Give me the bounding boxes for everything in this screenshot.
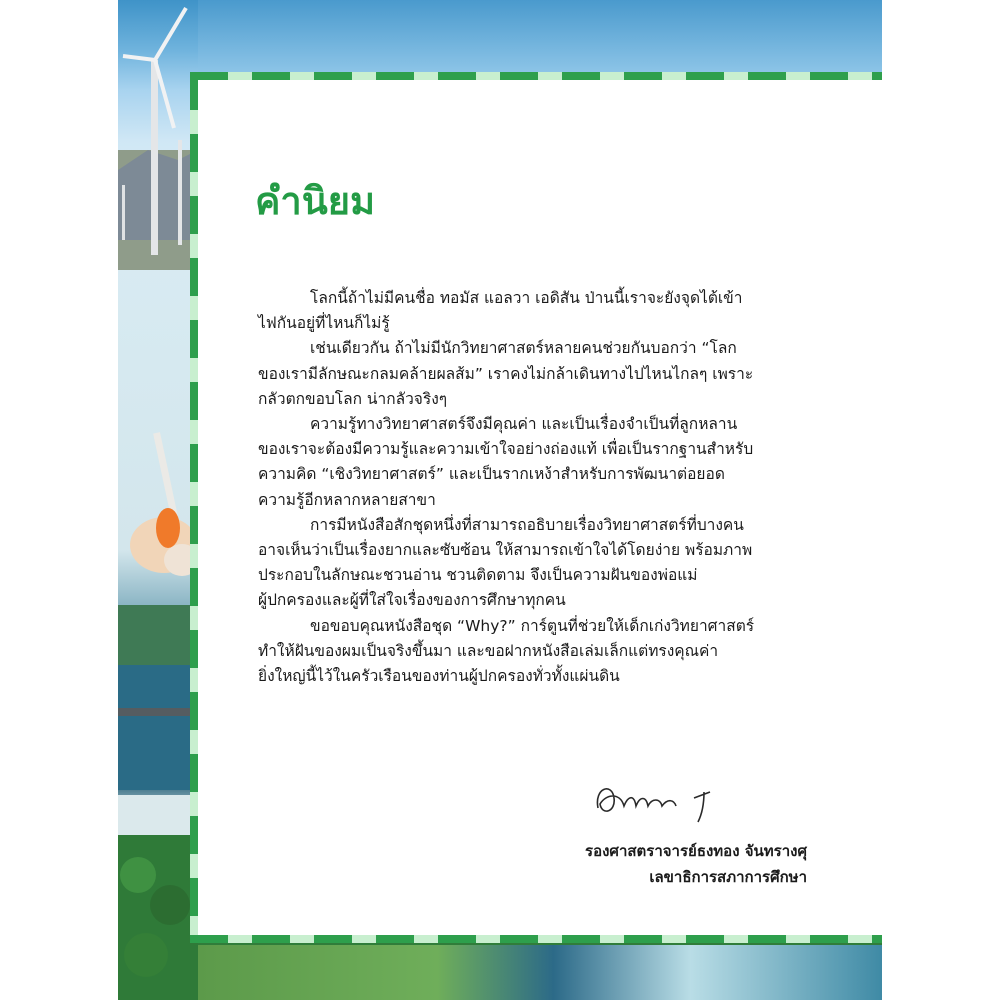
frame-border-bottom: [190, 935, 882, 943]
tree: [124, 933, 168, 977]
handwritten-signature: [590, 768, 730, 828]
wind-turbine-tower: [178, 140, 182, 245]
paragraph-line: ประกอบในลักษณะชวนอ่าน ชวนติดตาม จึงเป็นความฝันของพ่อแม่: [258, 566, 698, 585]
paragraph-line: ของเรามีลักษณะกลมคล้ายผลส้ม” เราคงไม่กล้าเดินทางไปไหนไกลๆ เพราะ: [258, 364, 754, 383]
tree: [120, 857, 156, 893]
wind-turbine-tower: [151, 60, 158, 255]
page-title: คำนิยม: [255, 179, 376, 223]
whitewater-rapids: [118, 795, 198, 835]
tree: [150, 885, 190, 925]
river-band: [198, 945, 882, 1000]
river: [118, 665, 198, 790]
photo-strip: [118, 0, 198, 1000]
paragraph-line: กลัวตกขอบโลก น่ากลัวจริงๆ: [258, 389, 448, 408]
foreword-body: [258, 286, 798, 689]
paragraph-line: ขอขอบคุณหนังสือชุด “Why?” การ์ตูนที่ช่วยให้เด็กเก่งวิทยาศาสตร์: [310, 616, 755, 635]
frame-border-top: [190, 72, 882, 80]
paragraph-line: ยิ่งใหญ่นี้ไว้ในครัวเรือนของท่านผู้ปกครองทั่วทั้งแผ่นดิน: [258, 667, 620, 686]
rocket-flame: [156, 508, 180, 548]
signer-title: เลขาธิการสภาการศึกษา: [649, 868, 807, 886]
wind-turbine-tower: [122, 185, 125, 240]
paragraph-line: ความคิด “เชิงวิทยาศาสตร์” และเป็นรากเหง้าสำหรับการพัฒนาต่อยอด: [258, 465, 725, 484]
sky-band: [198, 0, 882, 72]
rocket: [153, 432, 178, 518]
paragraph-line: ของเราจะต้องมีความรู้และความเข้าใจอย่างถ่องแท้ เพื่อเป็นรากฐานสำหรับ: [258, 440, 754, 459]
paragraph-line: โลกนี้ถ้าไม่มีคนชื่อ ทอมัส แอลวา เอดิสัน ป่านนี้เราจะยังจุดไต้เข้า: [310, 289, 743, 307]
signer-block: [585, 838, 807, 890]
paragraph-line: ความรู้อีกหลากหลายสาขา: [258, 490, 436, 509]
paragraph-line: อาจเห็นว่าเป็นเรื่องยากและซับซ้อน ให้สามารถเข้าใจได้โดยง่าย พร้อมภาพ: [258, 541, 753, 560]
paragraph-line: ทำให้ฝันของผมเป็นจริงขึ้นมา และขอฝากหนังสือเล่มเล็กแต่ทรงคุณค่า: [258, 641, 719, 660]
paragraph-line: ผู้ปกครองและผู้ที่ใส่ใจเรื่องของการศึกษาทุกคน: [258, 591, 566, 610]
paragraph-line: การมีหนังสือสักชุดหนึ่งที่สามารถอธิบายเรื่องวิทยาศาสตร์ที่บางคน: [310, 515, 744, 534]
signer-name: รองศาสตราจารย์ธงทอง จันทรางศุ: [585, 842, 807, 860]
bridge: [118, 708, 198, 716]
wind-turbine-blade: [155, 8, 186, 60]
paragraph-line: ความรู้ทางวิทยาศาสตร์จึงมีคุณค่า และเป็นเรื่องจำเป็นที่ลูกหลาน: [310, 415, 738, 434]
frame-border-left: [190, 72, 198, 943]
paragraph-line: เช่นเดียวกัน ถ้าไม่มีนักวิทยาศาสตร์หลายคนช่วยกันบอกว่า “โลก: [310, 339, 737, 358]
paragraph-line: ไฟกันอยู่ที่ไหนก็ไม่รู้: [258, 314, 390, 333]
land-strip: [118, 605, 198, 665]
wind-turbine-blade: [123, 56, 155, 60]
